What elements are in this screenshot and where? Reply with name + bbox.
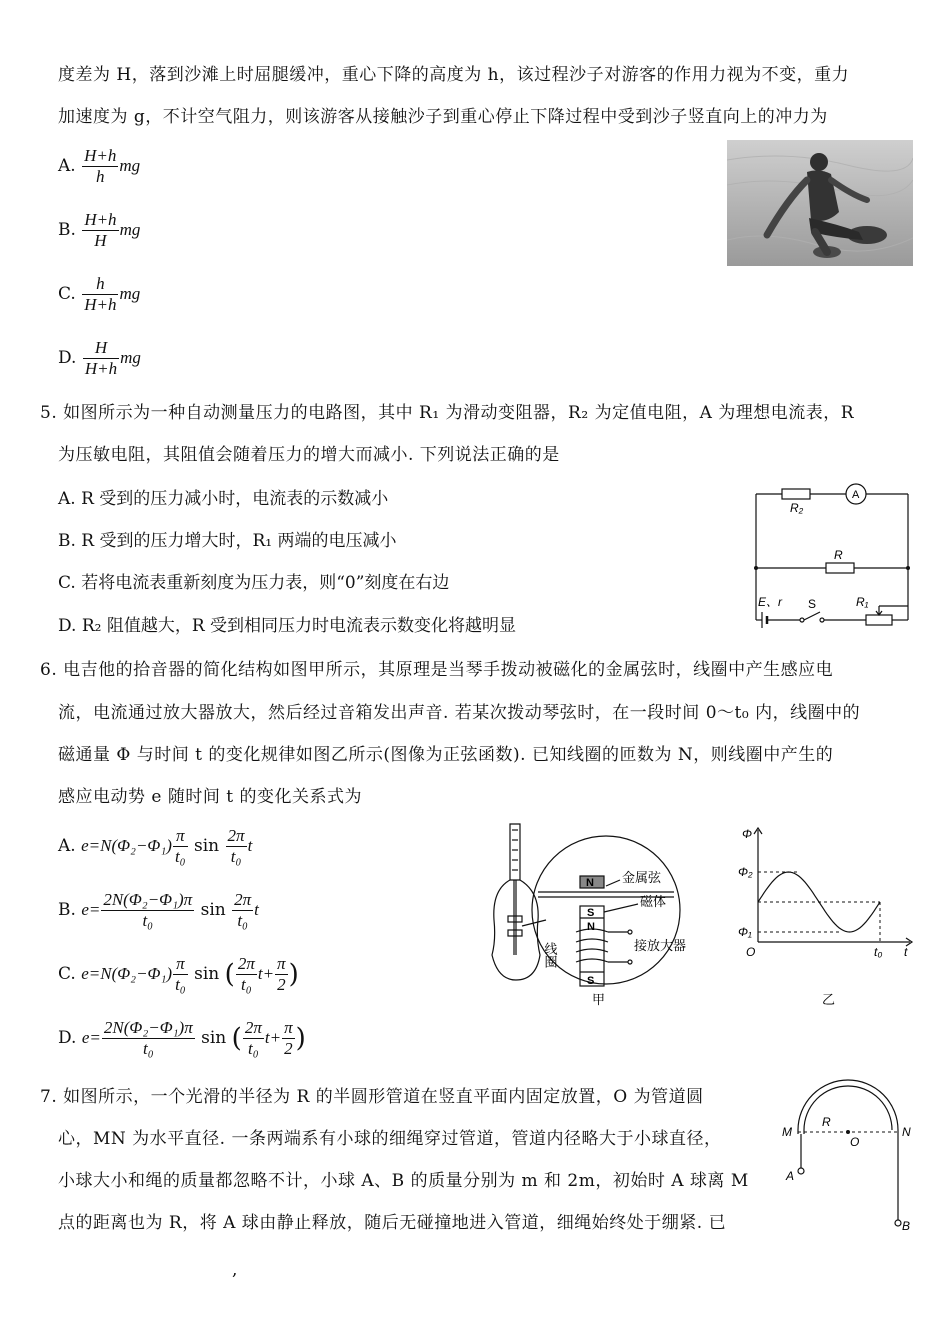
q5-option-a: A. R 受到的压力减小时，电流表的示数减小 xyxy=(58,489,389,509)
numerator: H+h xyxy=(84,210,117,229)
q4-option-b xyxy=(58,210,140,251)
option-tail: mg xyxy=(119,156,141,175)
arg-fraction xyxy=(236,954,257,995)
coef-fraction xyxy=(102,1018,195,1059)
sin-label: sin xyxy=(201,1028,227,1048)
option-label: D. xyxy=(58,348,77,368)
s-top-label: S xyxy=(587,907,595,919)
expr-prefix: e=N(Φ₂−Φ₁) xyxy=(81,836,172,855)
coef-fraction xyxy=(173,954,188,995)
t0-label: t₀ xyxy=(874,945,883,959)
option-label: A. xyxy=(58,836,76,856)
center-o xyxy=(846,1130,850,1134)
q4-option-c xyxy=(58,274,140,315)
sin-label: sin xyxy=(194,836,220,856)
tube-outer xyxy=(798,1080,898,1130)
sand-jump-photo xyxy=(727,140,913,266)
arg-tail: t+ xyxy=(264,1028,282,1047)
denominator: t₀ xyxy=(230,847,242,866)
q5-text-line2: 为压敏电阻，其阻值会随着压力的增大而减小. 下列说法正确的是 xyxy=(58,445,560,465)
circuit-svg xyxy=(748,482,914,630)
fraction xyxy=(82,210,118,251)
numerator: 2π xyxy=(244,1018,262,1037)
coef-fraction xyxy=(101,890,194,931)
phi2-label: Φ₂ xyxy=(738,865,753,879)
numerator: 2N(Φ₂−Φ₁)π xyxy=(103,890,193,909)
q5-option-d: D. R₂ 阻值越大，R 受到相同压力时电流表示数变化将越明显 xyxy=(58,616,517,636)
coef-fraction xyxy=(173,826,188,867)
m-label: M xyxy=(782,1125,792,1139)
b-label: B xyxy=(902,1219,911,1233)
numerator: π xyxy=(173,954,188,975)
expr-prefix: e=N(Φ₂−Φ₁) xyxy=(81,964,173,983)
arg-fraction xyxy=(232,890,253,931)
q7-text-line2: 心，MN 为水平直径. 一条两端系有小球的细绳穿过管道，管道内径略大于小球直径， xyxy=(58,1129,722,1149)
r-label: R xyxy=(822,1115,831,1129)
q6-text-line2: 流，电流通过放大器放大，然后经过音箱发出声音. 若某次拨动琴弦时，在一段时间 0～t₀ 内，线圈中的 xyxy=(58,703,861,723)
q6-option-b xyxy=(58,890,259,931)
denominator: 2 xyxy=(277,975,286,994)
r1-label: R₁ xyxy=(856,595,869,609)
coil-label: 线圈 xyxy=(542,942,558,968)
guitar-pickup-figure xyxy=(488,820,710,1010)
q5-text-line1: 5. 如图所示为一种自动测量压力的电路图，其中 R₁ 为滑动变阻器，R₂ 为定值电阻，A 为理想电流表，R xyxy=(40,403,855,423)
sin-label: sin xyxy=(194,964,220,984)
tube-svg xyxy=(778,1074,918,1234)
denominator: t₀ xyxy=(248,1039,259,1058)
numerator: 2N(Φ₂−Φ₁)π xyxy=(103,1018,193,1037)
phi-label: Φ xyxy=(742,827,753,841)
option-label: D. xyxy=(58,1028,77,1048)
option-tail: mg xyxy=(120,348,141,367)
q6-option-c xyxy=(58,954,299,995)
option-tail: mg xyxy=(119,284,141,303)
q4-text-line1: 度差为 H，落到沙滩上时屈腿缓冲，重心下降的高度为 h，该过程沙子对游客的作用力视为不变，重力 xyxy=(58,65,850,85)
q5-option-b: B. R 受到的压力增大时，R₁ 两端的电压减小 xyxy=(58,531,397,551)
denominator: 2 xyxy=(284,1039,293,1058)
q6-text-line4: 感应电动势 e 随时间 t 的变化关系式为 xyxy=(58,787,363,807)
r-label: R xyxy=(834,548,843,562)
t-label: t xyxy=(904,945,908,959)
flux-graph-svg xyxy=(730,822,914,1010)
numerator: H+h xyxy=(84,146,117,165)
numerator: 2π xyxy=(234,890,252,909)
numerator: π xyxy=(173,826,188,847)
n-label: N xyxy=(902,1125,911,1139)
caption-yi: 乙 xyxy=(822,992,836,1007)
expr-prefix: e= xyxy=(81,1028,101,1047)
arg-fraction xyxy=(243,1018,264,1059)
denominator: t₀ xyxy=(237,911,248,930)
q4-option-d xyxy=(58,338,141,379)
denominator: t₀ xyxy=(175,975,186,994)
origin-label: O xyxy=(746,945,756,959)
denominator: t₀ xyxy=(174,847,186,866)
semicircle-tube-figure xyxy=(778,1074,918,1234)
phase-fraction xyxy=(275,954,288,995)
q4-option-a xyxy=(58,146,140,187)
denominator: t₀ xyxy=(142,911,154,930)
caption-jia: 甲 xyxy=(592,992,606,1007)
denominator: t₀ xyxy=(241,975,252,994)
ball-a xyxy=(798,1168,804,1174)
phase-fraction xyxy=(282,1018,295,1059)
denominator: H+h xyxy=(84,359,118,378)
flux-graph-figure xyxy=(730,822,914,1010)
arg-fraction xyxy=(226,826,247,867)
denominator: t₀ xyxy=(142,1039,154,1058)
pickup-svg xyxy=(488,820,710,1010)
q4-text-line2: 加速度为 g，不计空气阻力，则该游客从接触沙子到重心停止下降过程中受到沙子竖直向上的冲力为 xyxy=(58,107,828,127)
numerator: 2π xyxy=(237,954,255,973)
o-label: O xyxy=(850,1135,860,1149)
arg-tail: t xyxy=(247,836,253,855)
option-label: C. xyxy=(58,964,76,984)
arg-tail: t xyxy=(254,900,259,919)
denominator: H+h xyxy=(84,295,117,314)
q6-text-line3: 磁通量 Φ 与时间 t 的变化规律如图乙所示(图像为正弦函数). 已知线圈的匝数为 N，则线圈中产生的 xyxy=(58,745,834,765)
denominator: H xyxy=(94,231,107,250)
paren-close: ) xyxy=(295,1023,306,1054)
numerator: H xyxy=(83,338,119,359)
a-label: A xyxy=(786,1169,795,1183)
q6-text-line1: 6. 电吉他的拾音器的简化结构如图甲所示，其原理是当琴手拨动被磁化的金属弦时，线圈中产生感应电 xyxy=(40,660,834,680)
denominator: h xyxy=(95,167,105,186)
n-top-label: N xyxy=(586,877,594,889)
q6-option-d xyxy=(58,1018,306,1059)
s-bottom-label: S xyxy=(587,975,595,987)
q5-option-c: C. 若将电流表重新刻度为压力表，则“0”刻度在右边 xyxy=(58,573,450,593)
expr-prefix: e= xyxy=(81,900,101,919)
option-label: B. xyxy=(58,900,76,920)
phi1-label: Φ₁ xyxy=(738,925,752,939)
q7-text-line3: 小球大小和绳的质量都忽略不计，小球 A、B 的质量分别为 m 和 2m，初始时 A 球离 M xyxy=(58,1171,749,1191)
string-label: 金属弦 xyxy=(622,870,662,885)
option-label: B. xyxy=(58,220,76,240)
paren-open: ( xyxy=(224,959,235,990)
fraction xyxy=(82,146,118,187)
option-tail: mg xyxy=(119,220,141,239)
numerator: 2π xyxy=(227,826,245,845)
fraction xyxy=(83,338,119,379)
option-label: C. xyxy=(58,284,76,304)
n-mid-label: N xyxy=(587,921,595,933)
emf-label: E、r xyxy=(758,595,783,609)
r2-label: R₂ xyxy=(790,501,804,515)
q7-text-line1: 7. 如图所示，一个光滑的半径为 R 的半圆形管道在竖直平面内固定放置，O 为管道圆 xyxy=(40,1087,704,1107)
arg-tail: t+ xyxy=(257,964,275,983)
switch-label: S xyxy=(808,597,817,611)
numerator: h xyxy=(82,274,118,295)
paren-open: ( xyxy=(231,1023,242,1054)
option-label: A. xyxy=(58,156,76,176)
circuit-diagram xyxy=(748,482,914,630)
ball-b xyxy=(895,1220,901,1226)
amp-label: 接放大器 xyxy=(634,938,687,953)
numerator: π xyxy=(277,954,286,973)
sin-label: sin xyxy=(200,900,226,920)
q6-option-a xyxy=(58,826,252,867)
footer-mark: , xyxy=(232,1260,238,1280)
fraction xyxy=(82,274,118,315)
tube-inner xyxy=(804,1086,892,1130)
photo-graphic xyxy=(727,140,913,266)
ammeter-label: A xyxy=(852,489,860,501)
q7-text-line4: 点的距离也为 R，将 A 球由静止释放，随后无碰撞地进入管道，细绳始终处于绷紧. 已 xyxy=(58,1213,727,1233)
numerator: π xyxy=(284,1018,293,1037)
paren-close: ) xyxy=(288,959,299,990)
magnet-label: 磁体 xyxy=(640,894,667,909)
